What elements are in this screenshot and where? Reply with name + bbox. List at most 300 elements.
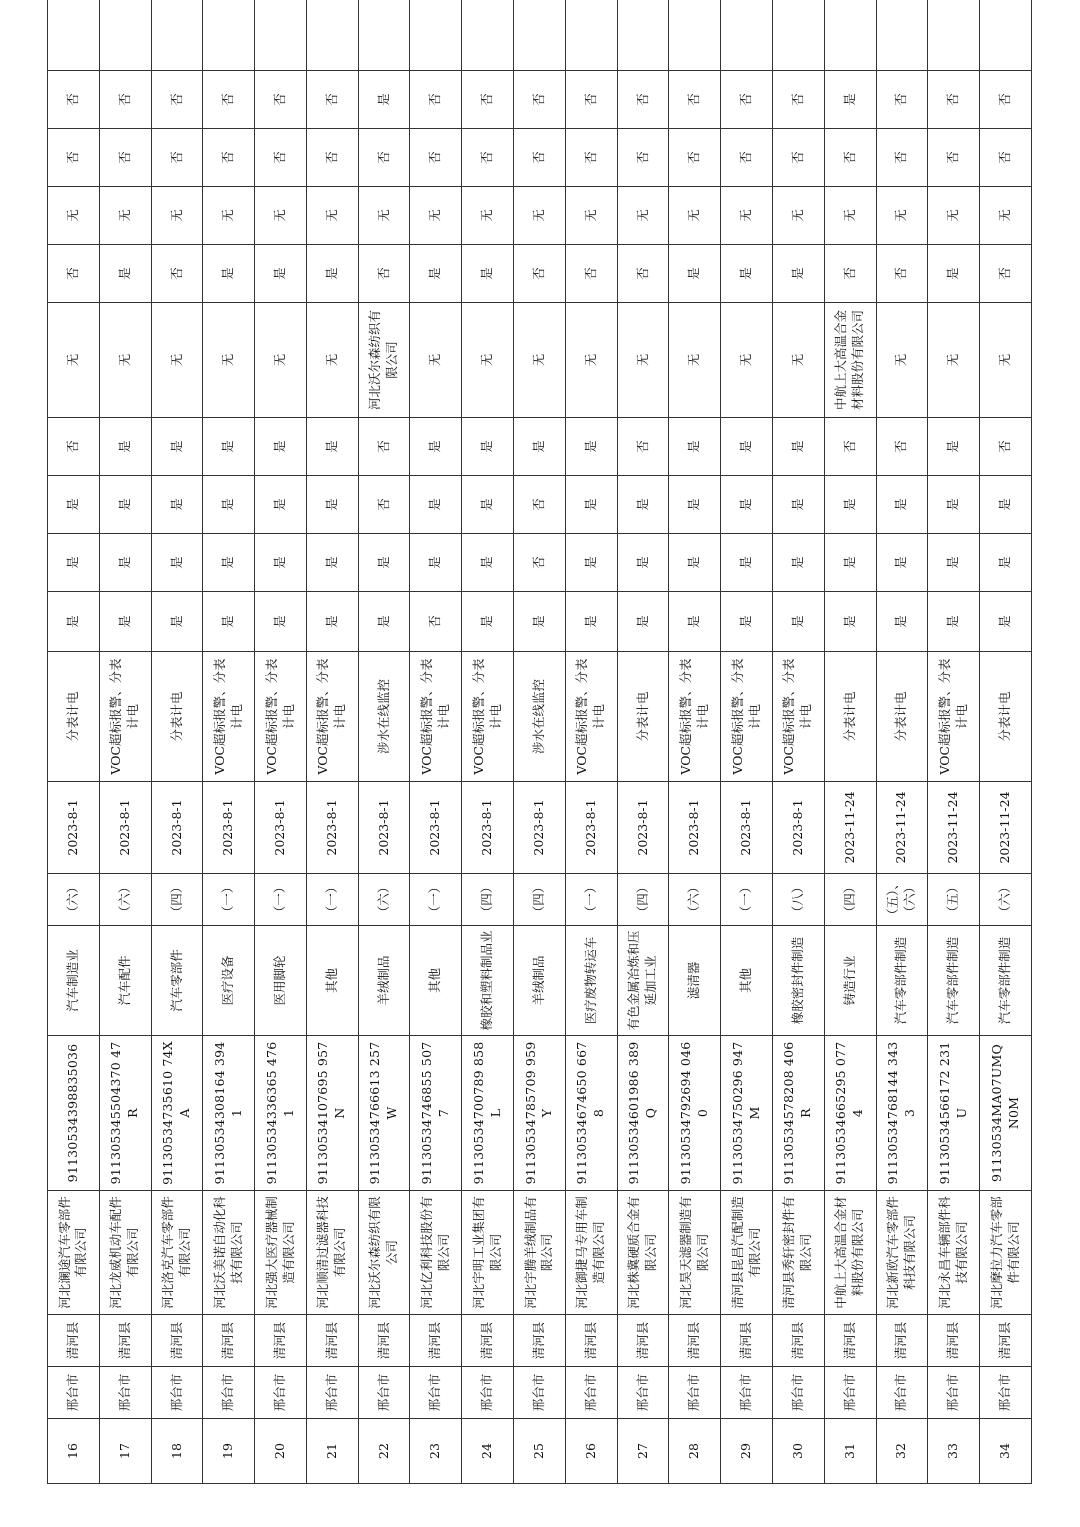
check-1: 是	[980, 592, 1032, 652]
credit-code: 91130534336365 4761	[255, 1036, 307, 1191]
check-7: 否	[514, 129, 566, 187]
check-5: 否	[565, 245, 617, 303]
check-1: 是	[48, 592, 100, 652]
check-7: 否	[99, 129, 151, 187]
check-5: 是	[255, 245, 307, 303]
check-3: 是	[462, 476, 514, 534]
measures-cell: 分表计电	[617, 652, 669, 782]
check-7: 否	[151, 129, 203, 187]
check-3: 是	[876, 476, 928, 534]
check-8: 否	[876, 71, 928, 129]
table-row	[255, 0, 307, 1484]
company-name: 河北摩拉力汽车零部件有限公司	[980, 1191, 1032, 1315]
row-number: 25	[514, 1419, 566, 1484]
credit-code: 91130534MA07UMQN0M	[980, 1036, 1032, 1191]
credit-code: 91130534700789 858L	[462, 1036, 514, 1191]
county-cell: 清河县	[876, 1315, 928, 1367]
check-7: 否	[203, 129, 255, 187]
check-7: 否	[617, 129, 669, 187]
table-row	[410, 0, 462, 1484]
row-number: 26	[565, 1419, 617, 1484]
company-name: 河北洛克汽车零部件有限公司	[151, 1191, 203, 1315]
date-cell: 2023-8-1	[772, 782, 824, 874]
row-number: 19	[203, 1419, 255, 1484]
county-cell: 清河县	[255, 1315, 307, 1367]
county-cell: 清河县	[48, 1315, 100, 1367]
county-cell: 清河县	[617, 1315, 669, 1367]
credit-code: 91130534768144 3433	[876, 1036, 928, 1191]
city-cell: 邢台市	[824, 1367, 876, 1419]
check-6: 无	[255, 187, 307, 245]
check-2: 是	[824, 534, 876, 592]
check-2: 是	[48, 534, 100, 592]
check-6: 无	[565, 187, 617, 245]
row-number: 27	[617, 1419, 669, 1484]
industry-cell: 汽车零部件制造	[876, 926, 928, 1036]
partner-cell: 无	[772, 303, 824, 418]
category-cell: （六）	[358, 874, 410, 926]
check-7: 否	[255, 129, 307, 187]
measures-cell: VOC超标报警、分表计电	[410, 652, 462, 782]
credit-code: 91130534735610 74XA	[151, 1036, 203, 1191]
check-1: 是	[203, 592, 255, 652]
check-6: 无	[669, 187, 721, 245]
date-cell: 2023-8-1	[669, 782, 721, 874]
measures-cell: VOC超标报警、分表计电	[306, 652, 358, 782]
city-cell: 邢台市	[462, 1367, 514, 1419]
industry-cell: 汽车制造业	[48, 926, 100, 1036]
check-5: 是	[721, 245, 773, 303]
check-4: 是	[669, 418, 721, 476]
table-row	[462, 0, 514, 1484]
check-4: 是	[151, 418, 203, 476]
measures-cell: VOC超标报警、分表计电	[772, 652, 824, 782]
check-1: 是	[151, 592, 203, 652]
credit-code: 91130534665295 0774	[824, 1036, 876, 1191]
remark-cell	[565, 0, 617, 71]
check-6: 无	[617, 187, 669, 245]
table-row	[617, 0, 669, 1484]
check-2: 是	[358, 534, 410, 592]
measures-cell: 分表计电	[48, 652, 100, 782]
row-number: 18	[151, 1419, 203, 1484]
check-5: 否	[617, 245, 669, 303]
check-1: 是	[306, 592, 358, 652]
check-1: 是	[876, 592, 928, 652]
table-row	[565, 0, 617, 1484]
date-cell: 2023-8-1	[151, 782, 203, 874]
county-cell: 清河县	[203, 1315, 255, 1367]
date-cell: 2023-8-1	[617, 782, 669, 874]
industry-cell: 羊绒制品	[358, 926, 410, 1036]
table-row	[721, 0, 773, 1484]
partner-cell: 无	[928, 303, 980, 418]
check-6: 无	[151, 187, 203, 245]
check-2: 是	[203, 534, 255, 592]
check-8: 否	[669, 71, 721, 129]
check-5: 是	[203, 245, 255, 303]
check-3: 否	[514, 476, 566, 534]
table-row	[669, 0, 721, 1484]
check-8: 否	[462, 71, 514, 129]
company-name: 河北宇腾羊绒制品有限公司	[514, 1191, 566, 1315]
check-8: 否	[255, 71, 307, 129]
remark-cell	[772, 0, 824, 71]
remark-cell	[99, 0, 151, 71]
city-cell: 邢台市	[928, 1367, 980, 1419]
check-7: 否	[669, 129, 721, 187]
county-cell: 清河县	[980, 1315, 1032, 1367]
city-cell: 邢台市	[514, 1367, 566, 1419]
check-4: 否	[617, 418, 669, 476]
check-6: 无	[876, 187, 928, 245]
industry-cell: 医用脚轮	[255, 926, 307, 1036]
table-row	[99, 0, 151, 1484]
county-cell: 清河县	[721, 1315, 773, 1367]
city-cell: 邢台市	[358, 1367, 410, 1419]
company-name: 河北昊天滤器制造有限公司	[669, 1191, 721, 1315]
date-cell: 2023-8-1	[721, 782, 773, 874]
date-cell: 2023-8-1	[410, 782, 462, 874]
check-5: 否	[151, 245, 203, 303]
category-cell: （八）	[772, 874, 824, 926]
check-4: 是	[255, 418, 307, 476]
check-4: 是	[306, 418, 358, 476]
check-6: 无	[203, 187, 255, 245]
check-8: 否	[410, 71, 462, 129]
date-cell: 2023-8-1	[462, 782, 514, 874]
category-cell: （六）	[980, 874, 1032, 926]
credit-code: 911305345504370 47R	[99, 1036, 151, 1191]
remark-cell	[410, 0, 462, 71]
remark-cell	[358, 0, 410, 71]
city-cell: 邢台市	[410, 1367, 462, 1419]
date-cell: 2023-8-1	[306, 782, 358, 874]
city-cell: 邢台市	[980, 1367, 1032, 1419]
check-4: 是	[462, 418, 514, 476]
date-cell: 2023-8-1	[514, 782, 566, 874]
check-8: 否	[980, 71, 1032, 129]
check-3: 是	[99, 476, 151, 534]
industry-cell: 滤清器	[669, 926, 721, 1036]
category-cell: （六）	[48, 874, 100, 926]
date-cell: 2023-8-1	[255, 782, 307, 874]
check-8: 否	[928, 71, 980, 129]
enterprise-table	[47, 0, 1032, 1484]
category-cell: （六）	[669, 874, 721, 926]
check-7: 否	[462, 129, 514, 187]
remark-cell	[980, 0, 1032, 71]
industry-cell: 汽车零部件制造	[980, 926, 1032, 1036]
category-cell: （四）	[462, 874, 514, 926]
city-cell: 邢台市	[565, 1367, 617, 1419]
industry-cell: 汽车配件	[99, 926, 151, 1036]
check-3: 是	[255, 476, 307, 534]
table-row	[824, 0, 876, 1484]
remark-cell	[462, 0, 514, 71]
check-3: 是	[151, 476, 203, 534]
check-2: 是	[669, 534, 721, 592]
check-5: 是	[410, 245, 462, 303]
partner-cell: 中航上大高温合金材料股份有限公司	[824, 303, 876, 418]
company-name: 河北龙威机动车配件有限公司	[99, 1191, 151, 1315]
company-name: 河北宇明工业集团有限公司	[462, 1191, 514, 1315]
remark-cell	[514, 0, 566, 71]
check-5: 否	[358, 245, 410, 303]
company-name: 河北沃美诺自动化科技有限公司	[203, 1191, 255, 1315]
check-4: 是	[928, 418, 980, 476]
credit-code: 91130534750296 947M	[721, 1036, 773, 1191]
city-cell: 邢台市	[617, 1367, 669, 1419]
check-3: 是	[928, 476, 980, 534]
check-6: 无	[772, 187, 824, 245]
check-4: 否	[48, 418, 100, 476]
check-3: 是	[721, 476, 773, 534]
measures-cell: 分表计电	[876, 652, 928, 782]
check-8: 否	[772, 71, 824, 129]
company-name: 河北株冀硬质合金有限公司	[617, 1191, 669, 1315]
county-cell: 清河县	[358, 1315, 410, 1367]
date-cell: 2023-11-24	[824, 782, 876, 874]
credit-code: 91130534308164 3941	[203, 1036, 255, 1191]
remark-cell	[928, 0, 980, 71]
partner-cell: 无	[410, 303, 462, 418]
check-1: 是	[928, 592, 980, 652]
row-number: 20	[255, 1419, 307, 1484]
city-cell: 邢台市	[876, 1367, 928, 1419]
industry-cell: 铸造行业	[824, 926, 876, 1036]
city-cell: 邢台市	[306, 1367, 358, 1419]
check-1: 是	[617, 592, 669, 652]
check-2: 是	[772, 534, 824, 592]
partner-cell: 无	[565, 303, 617, 418]
credit-code: 91130534566172 231U	[928, 1036, 980, 1191]
rotated-page	[47, 33, 1032, 1484]
company-name: 河北沃尔森纺织有限公司	[358, 1191, 410, 1315]
check-7: 否	[876, 129, 928, 187]
check-3: 是	[203, 476, 255, 534]
industry-cell: 其他	[721, 926, 773, 1036]
check-3: 是	[410, 476, 462, 534]
check-8: 否	[99, 71, 151, 129]
check-2: 是	[410, 534, 462, 592]
county-cell: 清河县	[462, 1315, 514, 1367]
remark-cell	[617, 0, 669, 71]
check-4: 否	[824, 418, 876, 476]
county-cell: 清河县	[824, 1315, 876, 1367]
check-2: 是	[306, 534, 358, 592]
check-4: 是	[565, 418, 617, 476]
table-row	[48, 0, 100, 1484]
check-6: 无	[721, 187, 773, 245]
check-4: 否	[876, 418, 928, 476]
remark-cell	[876, 0, 928, 71]
check-8: 否	[203, 71, 255, 129]
check-6: 无	[99, 187, 151, 245]
city-cell: 邢台市	[99, 1367, 151, 1419]
company-name: 清河县昆昌汽配制造有限公司	[721, 1191, 773, 1315]
measures-cell: 分表计电	[824, 652, 876, 782]
county-cell: 清河县	[565, 1315, 617, 1367]
date-cell: 2023-8-1	[565, 782, 617, 874]
check-7: 否	[358, 129, 410, 187]
check-1: 是	[721, 592, 773, 652]
check-6: 无	[980, 187, 1032, 245]
measures-cell: VOC超标报警、分表计电	[99, 652, 151, 782]
row-number: 16	[48, 1419, 100, 1484]
check-7: 否	[928, 129, 980, 187]
table-row	[876, 0, 928, 1484]
measures-cell: VOC超标报警、分表计电	[565, 652, 617, 782]
company-name: 河北新欧汽车零部件科技有限公司	[876, 1191, 928, 1315]
remark-cell	[255, 0, 307, 71]
check-5: 否	[824, 245, 876, 303]
industry-cell: 有色金属冶炼和压延加工业	[617, 926, 669, 1036]
county-cell: 清河县	[151, 1315, 203, 1367]
industry-cell: 橡胶密封件制造	[772, 926, 824, 1036]
check-8: 否	[617, 71, 669, 129]
check-7: 否	[824, 129, 876, 187]
check-5: 是	[306, 245, 358, 303]
row-number: 32	[876, 1419, 928, 1484]
measures-cell: VOC超标报警、分表计电	[721, 652, 773, 782]
table-row	[514, 0, 566, 1484]
check-4: 否	[358, 418, 410, 476]
partner-cell: 无	[876, 303, 928, 418]
date-cell: 2023-8-1	[358, 782, 410, 874]
partner-cell: 无	[48, 303, 100, 418]
partner-cell: 无	[514, 303, 566, 418]
category-cell: （一）	[721, 874, 773, 926]
company-name: 中航上大高温合金材料股份有限公司	[824, 1191, 876, 1315]
check-8: 是	[358, 71, 410, 129]
category-cell: （一）	[203, 874, 255, 926]
credit-code: 91130534601986 389Q	[617, 1036, 669, 1191]
date-cell: 2023-11-24	[928, 782, 980, 874]
check-5: 是	[772, 245, 824, 303]
city-cell: 邢台市	[669, 1367, 721, 1419]
credit-code: 91130534107695 957N	[306, 1036, 358, 1191]
remark-cell	[48, 0, 100, 71]
row-number: 31	[824, 1419, 876, 1484]
remark-cell	[824, 0, 876, 71]
category-cell: （四）	[617, 874, 669, 926]
industry-cell: 橡胶和塑料制品业	[462, 926, 514, 1036]
check-8: 否	[306, 71, 358, 129]
city-cell: 邢台市	[255, 1367, 307, 1419]
check-2: 是	[721, 534, 773, 592]
check-3: 是	[669, 476, 721, 534]
check-5: 否	[514, 245, 566, 303]
company-name: 河北亿利科技股份有限公司	[410, 1191, 462, 1315]
table-row	[151, 0, 203, 1484]
row-number: 28	[669, 1419, 721, 1484]
category-cell: （五）	[928, 874, 980, 926]
check-1: 是	[824, 592, 876, 652]
credit-code: 91130534398835036	[48, 1036, 100, 1191]
check-1: 是	[772, 592, 824, 652]
table-row	[306, 0, 358, 1484]
check-5: 是	[99, 245, 151, 303]
company-name: 河北顺清过滤器科技有限公司	[306, 1191, 358, 1315]
check-8: 否	[151, 71, 203, 129]
city-cell: 邢台市	[772, 1367, 824, 1419]
check-6: 无	[514, 187, 566, 245]
check-6: 无	[48, 187, 100, 245]
measures-cell: 分表计电	[980, 652, 1032, 782]
check-7: 否	[772, 129, 824, 187]
check-4: 是	[772, 418, 824, 476]
company-name: 河北御捷马专用车制造有限公司	[565, 1191, 617, 1315]
industry-cell: 其他	[306, 926, 358, 1036]
check-2: 否	[514, 534, 566, 592]
county-cell: 清河县	[669, 1315, 721, 1367]
partner-cell: 无	[255, 303, 307, 418]
check-3: 是	[48, 476, 100, 534]
table-row	[928, 0, 980, 1484]
check-1: 是	[358, 592, 410, 652]
industry-cell: 医疗设备	[203, 926, 255, 1036]
check-6: 无	[824, 187, 876, 245]
check-7: 否	[565, 129, 617, 187]
remark-cell	[203, 0, 255, 71]
row-number: 30	[772, 1419, 824, 1484]
company-name: 河北永昌车辆部件科技有限公司	[928, 1191, 980, 1315]
industry-cell: 汽车零部件	[151, 926, 203, 1036]
check-8: 否	[48, 71, 100, 129]
category-cell: （一）	[255, 874, 307, 926]
credit-code: 91130534792694 0460	[669, 1036, 721, 1191]
table-row	[772, 0, 824, 1484]
category-cell: （四）	[824, 874, 876, 926]
partner-cell: 河北沃尔森纺织有限公司	[358, 303, 410, 418]
row-number: 33	[928, 1419, 980, 1484]
measures-cell: VOC超标报警、分表计电	[203, 652, 255, 782]
check-3: 是	[824, 476, 876, 534]
check-5: 是	[462, 245, 514, 303]
check-8: 否	[514, 71, 566, 129]
table-row	[358, 0, 410, 1484]
county-cell: 清河县	[410, 1315, 462, 1367]
category-cell: （一）	[565, 874, 617, 926]
check-4: 否	[980, 418, 1032, 476]
check-5: 是	[928, 245, 980, 303]
credit-code: 91130534766613 257W	[358, 1036, 410, 1191]
partner-cell: 无	[99, 303, 151, 418]
credit-code: 91130534746855 5077	[410, 1036, 462, 1191]
check-7: 否	[306, 129, 358, 187]
check-7: 否	[980, 129, 1032, 187]
check-2: 是	[565, 534, 617, 592]
remark-cell	[306, 0, 358, 71]
date-cell: 2023-8-1	[203, 782, 255, 874]
date-cell: 2023-8-1	[48, 782, 100, 874]
row-number: 24	[462, 1419, 514, 1484]
category-cell: （一）	[306, 874, 358, 926]
partner-cell: 无	[151, 303, 203, 418]
check-2: 是	[255, 534, 307, 592]
check-2: 是	[99, 534, 151, 592]
check-1: 是	[514, 592, 566, 652]
check-6: 无	[928, 187, 980, 245]
row-number: 21	[306, 1419, 358, 1484]
city-cell: 邢台市	[203, 1367, 255, 1419]
partner-cell: 无	[721, 303, 773, 418]
county-cell: 清河县	[99, 1315, 151, 1367]
category-cell: （六）	[99, 874, 151, 926]
partner-cell: 无	[462, 303, 514, 418]
check-7: 否	[48, 129, 100, 187]
